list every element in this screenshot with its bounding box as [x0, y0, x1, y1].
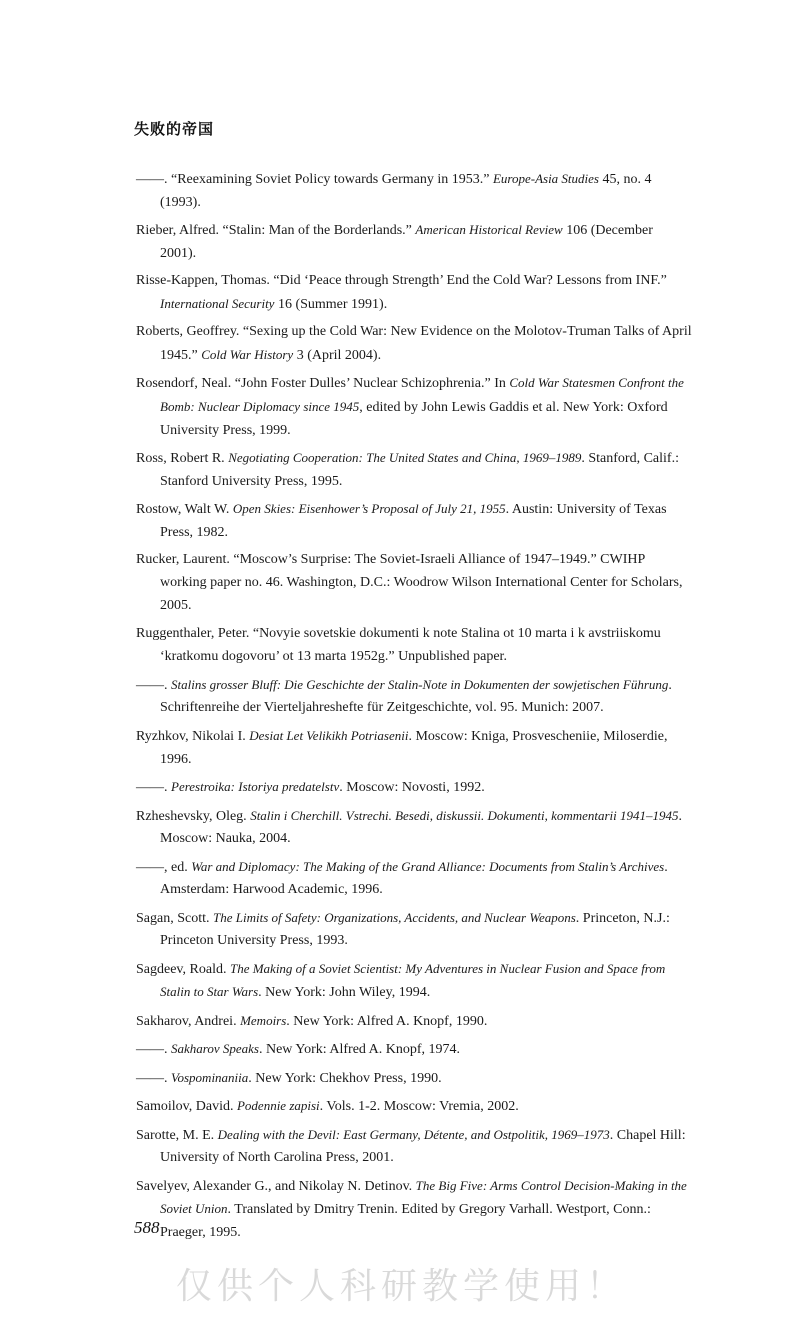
entry-text: ——. “Reexamining Soviet Policy towards Germany in 1953.”	[136, 172, 493, 187]
entry-details: . Amsterdam: Harwood Academic, 1996.	[160, 859, 668, 898]
entry-title: Cold War History	[201, 346, 294, 362]
entry-title: Perestroika: Istoriya predatelstv	[171, 779, 340, 795]
bibliography-entry	[136, 1067, 692, 1091]
entry-text: Sarotte, M. E.	[136, 1127, 218, 1143]
bibliography-entry	[136, 958, 692, 1005]
entry-title: Negotiating Cooperation: The United States and China, 1969–1989	[228, 449, 582, 465]
entry-text: Samoilov, David.	[136, 1099, 237, 1115]
entry-details: , edited by John Lewis Gaddis et al. New York: Oxford University Press, 1999.	[160, 399, 668, 438]
entry-details: 16 (Summer 1991).	[274, 296, 388, 312]
bibliography-entry	[136, 725, 692, 771]
running-head: 失败的帝国	[134, 120, 215, 138]
entry-title: Open Skies: Eisenhower’s Proposal of July 21, 1955	[232, 501, 506, 517]
entry-text: ——.	[136, 780, 171, 796]
bibliography-entry	[136, 372, 692, 442]
page-number: 588	[134, 1218, 160, 1237]
entry-title: Stalin i Cherchill. Vstrechi. Besedi, diskussii. Dokumenti, kommentarii 1941–1945	[250, 807, 679, 823]
entry-details: . New York: Alfred A. Knopf, 1974.	[258, 1042, 461, 1058]
entry-details: 106 (December 2001).	[160, 223, 653, 261]
bibliography-entry	[136, 1010, 692, 1034]
bibliography-entry	[136, 219, 692, 265]
entry-title: Vospominaniia	[171, 1069, 249, 1085]
bibliography-entry	[136, 1038, 692, 1062]
entry-title: The Big Five: Arms Control Decision-Making in the Soviet Union	[160, 1177, 687, 1217]
bibliography-entry	[136, 856, 692, 902]
bibliography-entry	[136, 623, 692, 669]
entry-title: Desiat Let Velikikh Potriasenii	[249, 727, 409, 743]
entry-text: Rosendorf, Neal. “John Foster Dulles’ Nuclear Schizophrenia.” In	[136, 376, 510, 392]
entry-title: Podennie zapisi	[236, 1098, 320, 1114]
entry-details: . Princeton, N.J.: Princeton University Press, 1993.	[160, 910, 670, 949]
entry-details: . Vols. 1-2. Moscow: Vremia, 2002.	[319, 1099, 519, 1115]
bibliography-entry	[136, 321, 692, 367]
watermark: 仅供个人科研教学使用！	[176, 1266, 628, 1307]
entry-details: . Austin: University of Texas Press, 1982.	[160, 502, 667, 540]
bibliography-entry	[136, 776, 692, 800]
bibliography-entry	[136, 447, 692, 493]
bibliography-entry	[136, 1124, 692, 1170]
entry-title: War and Diplomacy: The Making of the Grand Alliance: Documents from Stalin’s Archives	[191, 858, 665, 874]
entry-details: . New York: Chekhov Press, 1990.	[248, 1070, 442, 1086]
entry-text: Roberts, Geoffrey. “Sexing up the Cold War: New Evidence on the Molotov-Truman Talks of April 1945.”	[136, 324, 692, 363]
bibliography-entry	[136, 1095, 692, 1119]
entry-text: ——, ed.	[136, 859, 192, 875]
entry-text: ——.	[136, 1042, 171, 1058]
bibliography-entry	[136, 498, 692, 544]
entry-text: Rostow, Walt W.	[136, 502, 233, 518]
entry-details: . Translated by Dmitry Trenin. Edited by Gregory Varhall. Westport, Conn.: Praeger, 1995.	[160, 1202, 651, 1241]
entry-text: Risse-Kappen, Thomas. “Did ‘Peace through Strength’ End the Cold War? Lessons from INF.”	[136, 273, 667, 289]
entry-text: ——.	[136, 1070, 171, 1086]
entry-details: . Moscow: Kniga, Prosvescheniie, Miloserdie, 1996.	[160, 728, 668, 767]
entry-text: Ryzhkov, Nikolai I.	[136, 728, 250, 744]
entry-details: . New York: Alfred A. Knopf, 1990.	[286, 1013, 488, 1029]
bibliography-entry	[136, 270, 692, 316]
entry-details: . Schriftenreihe der Vierteljahreshefte für Zeitgeschichte, vol. 95. Munich: 2007.	[160, 677, 672, 716]
entry-details: . Stanford, Calif.: Stanford University Press, 1995.	[160, 450, 679, 489]
bibliography-entry	[136, 805, 692, 851]
entry-title: International Security	[160, 295, 275, 311]
entry-title: American Historical Review	[415, 222, 563, 238]
entry-title: The Limits of Safety: Organizations, Accidents, and Nuclear Weapons	[213, 909, 576, 925]
bibliography-entry	[136, 549, 692, 618]
entry-text: Ruggenthaler, Peter. “Novyie sovetskie dokumenti k note Stalina ot 10 marta i k avstriiskomu ‘kratkomu dogovoru’ ot 13 marta 1952g.” Unpublished paper.	[136, 625, 661, 665]
bibliography-list	[136, 168, 692, 1250]
entry-details: . New York: John Wiley, 1994.	[258, 985, 431, 1001]
entry-text: Sagdeev, Roald.	[136, 961, 230, 977]
bibliography-entry	[136, 1175, 692, 1245]
entry-text: Sagan, Scott.	[136, 910, 213, 926]
entry-text: Rucker, Laurent. “Moscow’s Surprise: The Soviet-Israeli Alliance of 1947–1949.” CWIHP working paper no. 46. Washington, D.C.: Woodrow Wilson International Center for Scholars, 2005.	[136, 552, 683, 614]
entry-title: The Making of a Soviet Scientist: My Adventures in Nuclear Fusion and Space from Stalin to Star Wars	[160, 960, 666, 1000]
entry-text: ——.	[136, 677, 171, 693]
entry-title: Sakharov Speaks	[171, 1041, 259, 1057]
entry-text: Savelyev, Alexander G., and Nikolay N. Detinov.	[136, 1178, 416, 1194]
entry-title: Dealing with the Devil: East Germany, Détente, and Ostpolitik, 1969–1973	[217, 1126, 610, 1142]
entry-text: Rzheshevsky, Oleg.	[136, 808, 251, 824]
entry-text: Sakharov, Andrei.	[136, 1013, 241, 1029]
bibliography-entry	[136, 674, 692, 720]
entry-title: Stalins grosser Bluff: Die Geschichte der Stalin-Note in Dokumenten der sowjetischen Führung	[171, 676, 669, 692]
entry-title: Cold War Statesmen Confront the Bomb: Nuclear Diplomacy since 1945	[160, 375, 684, 414]
bibliography-entry	[136, 907, 692, 953]
bibliography-entry	[136, 168, 692, 214]
entry-details: . Moscow: Novosti, 1992.	[339, 780, 485, 796]
entry-title: Europe-Asia Studies	[492, 171, 599, 186]
entry-title: Memoirs	[240, 1012, 287, 1028]
entry-text: Rieber, Alfred. “Stalin: Man of the Borderlands.”	[136, 223, 416, 239]
entry-details: . Moscow: Nauka, 2004.	[160, 808, 683, 847]
entry-details: 3 (April 2004).	[293, 347, 382, 363]
entry-details: 45, no. 4 (1993).	[160, 172, 652, 210]
entry-text: Ross, Robert R.	[136, 450, 229, 466]
entry-details: . Chapel Hill: University of North Carolina Press, 2001.	[160, 1127, 686, 1166]
